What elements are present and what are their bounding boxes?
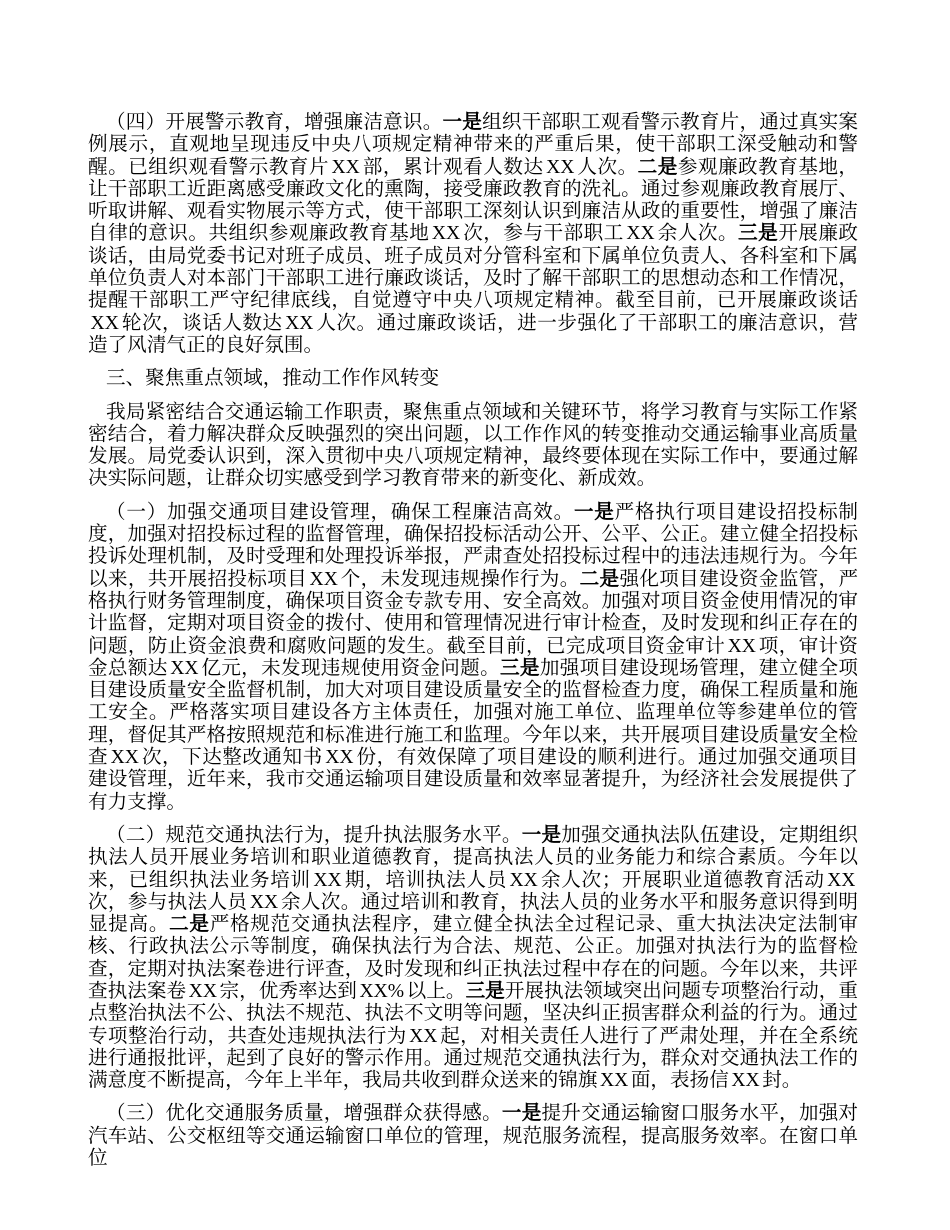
heading-section-three	[88, 368, 858, 390]
text-run: 三、聚焦重点领域，推动工作作风转变	[106, 368, 440, 390]
document-body	[88, 112, 858, 1181]
text-run: 开展执法领域突出问题专项整治行动，重点整治执法不公、执法不规范、执法不文明等问题，坚决纠正损害群众利益的行为。通过专项整治行动，共查处违规执法行为 XX 起，对相关责任人进行了严肃处理，并在全系统进行通报批评，起到了良好的警示作用。通过规范交通执法行为，群众对交通执法工作的满意度不断提高，今年上半年，我局共收到群众送来的锦旗 XX 面，表扬信 XX 封。	[88, 980, 859, 1092]
latin-placeholder: XX%	[359, 980, 405, 1002]
latin-placeholder: XX	[313, 869, 342, 891]
latin-placeholder: XX	[731, 1070, 760, 1092]
emphasis-run: 三是	[738, 223, 779, 245]
emphasis-run: 二是	[169, 914, 210, 936]
text-run: 参观廉政教育基地，让干部职工近距离感受廉政文化的熏陶，接受廉政教育的洗礼。通过参观廉政教育展厅、听取讲解、观看实物展示等方式，使干部职工深刻认识到廉洁从政的重要性，增强了廉洁自律的意识。共组织参观廉政教育基地 XX 次，参与干部职工 XX 余人次。	[88, 156, 859, 245]
text-run: 我局紧密结合交通运输工作职责，聚焦重点领域和关键环节，将学习教育与实际工作紧密结合，着力解决群众反映强烈的突出问题，以工作作风的转变推动交通运输事业高质量发展。局党委认识到，深入贯彻中央八项规定精神，最终要体现在实际工作中，要通过解决实际问题，让群众切实感受到学习教育带来的新变化、新成效。	[88, 401, 858, 490]
emphasis-run: 二是	[579, 568, 620, 590]
latin-placeholder: XX	[331, 156, 360, 178]
text-run: （四）开展警示教育，增强廉洁意识。	[106, 112, 443, 133]
para-law-enforcement	[88, 825, 858, 1093]
latin-placeholder: XX	[727, 635, 756, 657]
latin-placeholder: XX	[170, 657, 199, 679]
latin-placeholder: XX	[90, 312, 119, 334]
latin-placeholder: XX	[599, 1070, 629, 1092]
latin-placeholder: XX	[626, 223, 655, 245]
para-service-quality	[88, 1103, 858, 1170]
latin-placeholder: XX	[285, 312, 314, 334]
text-run: 加强交通执法队伍建设，定期组织执法人员开展业务培训和职业道德教育，提高执法人员的业务能力和综合素质。今年以来，已组织执法业务培训 XX 期，培训执法人员 XX 余人次；开展职业道德教育活动 XX次，参与执法人员 XX 余人次。通过培训和教育，执法人员的业务水平和服务意识得到明显提高。	[88, 824, 859, 936]
text-run: （三）优化交通服务质量，增强群众获得感。	[106, 1103, 502, 1125]
text-run: 强化项目建设资金监管，严格执行财务管理制度，确保项目资金专款专用、安全高效。加强对项目资金使用情况的审计监督，定期对项目资金的拨付、使用和管理情况进行审计检查，及时发现和纠正存在的问题，防止资金浪费和腐败问题的发生。截至目前，已完成项目资金审计 XX 项，审计资金总额达 XX 亿元，未发现违规使用资金问题。	[88, 568, 859, 679]
latin-placeholder: XX	[431, 223, 461, 245]
latin-placeholder: XX	[249, 891, 279, 913]
emphasis-run: 一是	[501, 1103, 542, 1125]
latin-placeholder: XX	[188, 980, 217, 1002]
text-run: 提升交通运输窗口服务水平，加强对汽车站、公交枢纽等交通运输窗口单位的管理，规范服务流程，提高服务效率。在窗口单位	[88, 1103, 859, 1170]
emphasis-run: 三是	[465, 980, 505, 1002]
text-run: 加强项目建设现场管理，建立健全项目建设质量安全监督机制，加大对项目建设质量安全的监督检查力度，确保工程质量和施工安全。严格落实项目建设各方主体责任，加强对施工单位、监理单位等参建单位的管理，督促其严格按照规范和标准进行施工和监理。今年以来，共开展项目建设质量安全检查 XX 次，下达整改通知书 XX 份，有效保障了项目建设的顺利进行。通过加强交通项目建设管理，近年来，我市交通运输项目建设质量和效率显著提升，为经济社会发展提供了有力支撑。	[88, 657, 859, 813]
latin-placeholder: XX	[409, 1025, 438, 1047]
para-section-three-intro	[88, 402, 858, 491]
text-run: 组织干部职工观看警示教育片，通过真实案例展示，直观地呈现违反中央八项规定精神带来的严重后果，使干部职工深受触动和警醒。已组织观看警示教育片 XX 部，累计观看人数达 XX 人次。	[88, 112, 859, 178]
emphasis-run: 一是	[573, 501, 615, 523]
latin-placeholder: XX	[325, 747, 354, 769]
text-run: 严格执行项目建设招投标制度，加强对招投标过程的监督管理，确保招投标活动公开、公平、公正。建立健全招投标投诉处理机制，及时受理和处理投诉举报，严肃查处招投标过程中的违法违规行为。今年以来，共开展招投标项目 XX 个，未发现违规操作行为。	[88, 501, 859, 590]
latin-placeholder: XX	[546, 156, 575, 178]
text-run: （一）加强交通项目建设管理，确保工程廉洁高效。	[106, 501, 574, 523]
emphasis-run: 一是	[521, 824, 562, 846]
para-warning-education	[88, 112, 858, 357]
emphasis-run: 一是	[442, 112, 483, 133]
text-run: 开展廉政谈话，由局党委书记对班子成员、班子成员对分管科室和下属单位负责人、各科室和下属单位负责人对本部门干部职工进行廉政谈话，及时了解干部职工的思想动态和工作情况，提醒干部职工严守纪律底线，自觉遵守中央八项规定精神。截至目前，已开展廉政谈话XX 轮次，谈话人数达 XX 人次。通过廉政谈话，进一步强化了干部职工的廉洁意识，营造了风清气正的良好氛围。	[88, 223, 859, 356]
latin-placeholder: XX	[110, 747, 139, 769]
latin-placeholder: XX	[309, 568, 338, 590]
text-run: （二）规范交通执法行为，提升执法服务水平。	[106, 824, 522, 846]
para-project-construction	[88, 502, 858, 814]
latin-placeholder: XX	[509, 869, 538, 891]
emphasis-run: 二是	[637, 156, 678, 178]
emphasis-run: 三是	[499, 657, 540, 679]
latin-placeholder: XX	[827, 869, 856, 891]
text-run: 严格规范交通执法程序，建立健全执法全过程记录、重大执法决定法制审核、行政执法公示等制度，确保执法行为合法、规范、公正。加强对执法行为的监督检查，定期对执法案卷进行评查，及时发现和纠正执法过程中存在的问题。今年以来，共评查执法案卷 XX 宗，优秀率达到 XX% 以上。	[88, 914, 858, 1002]
